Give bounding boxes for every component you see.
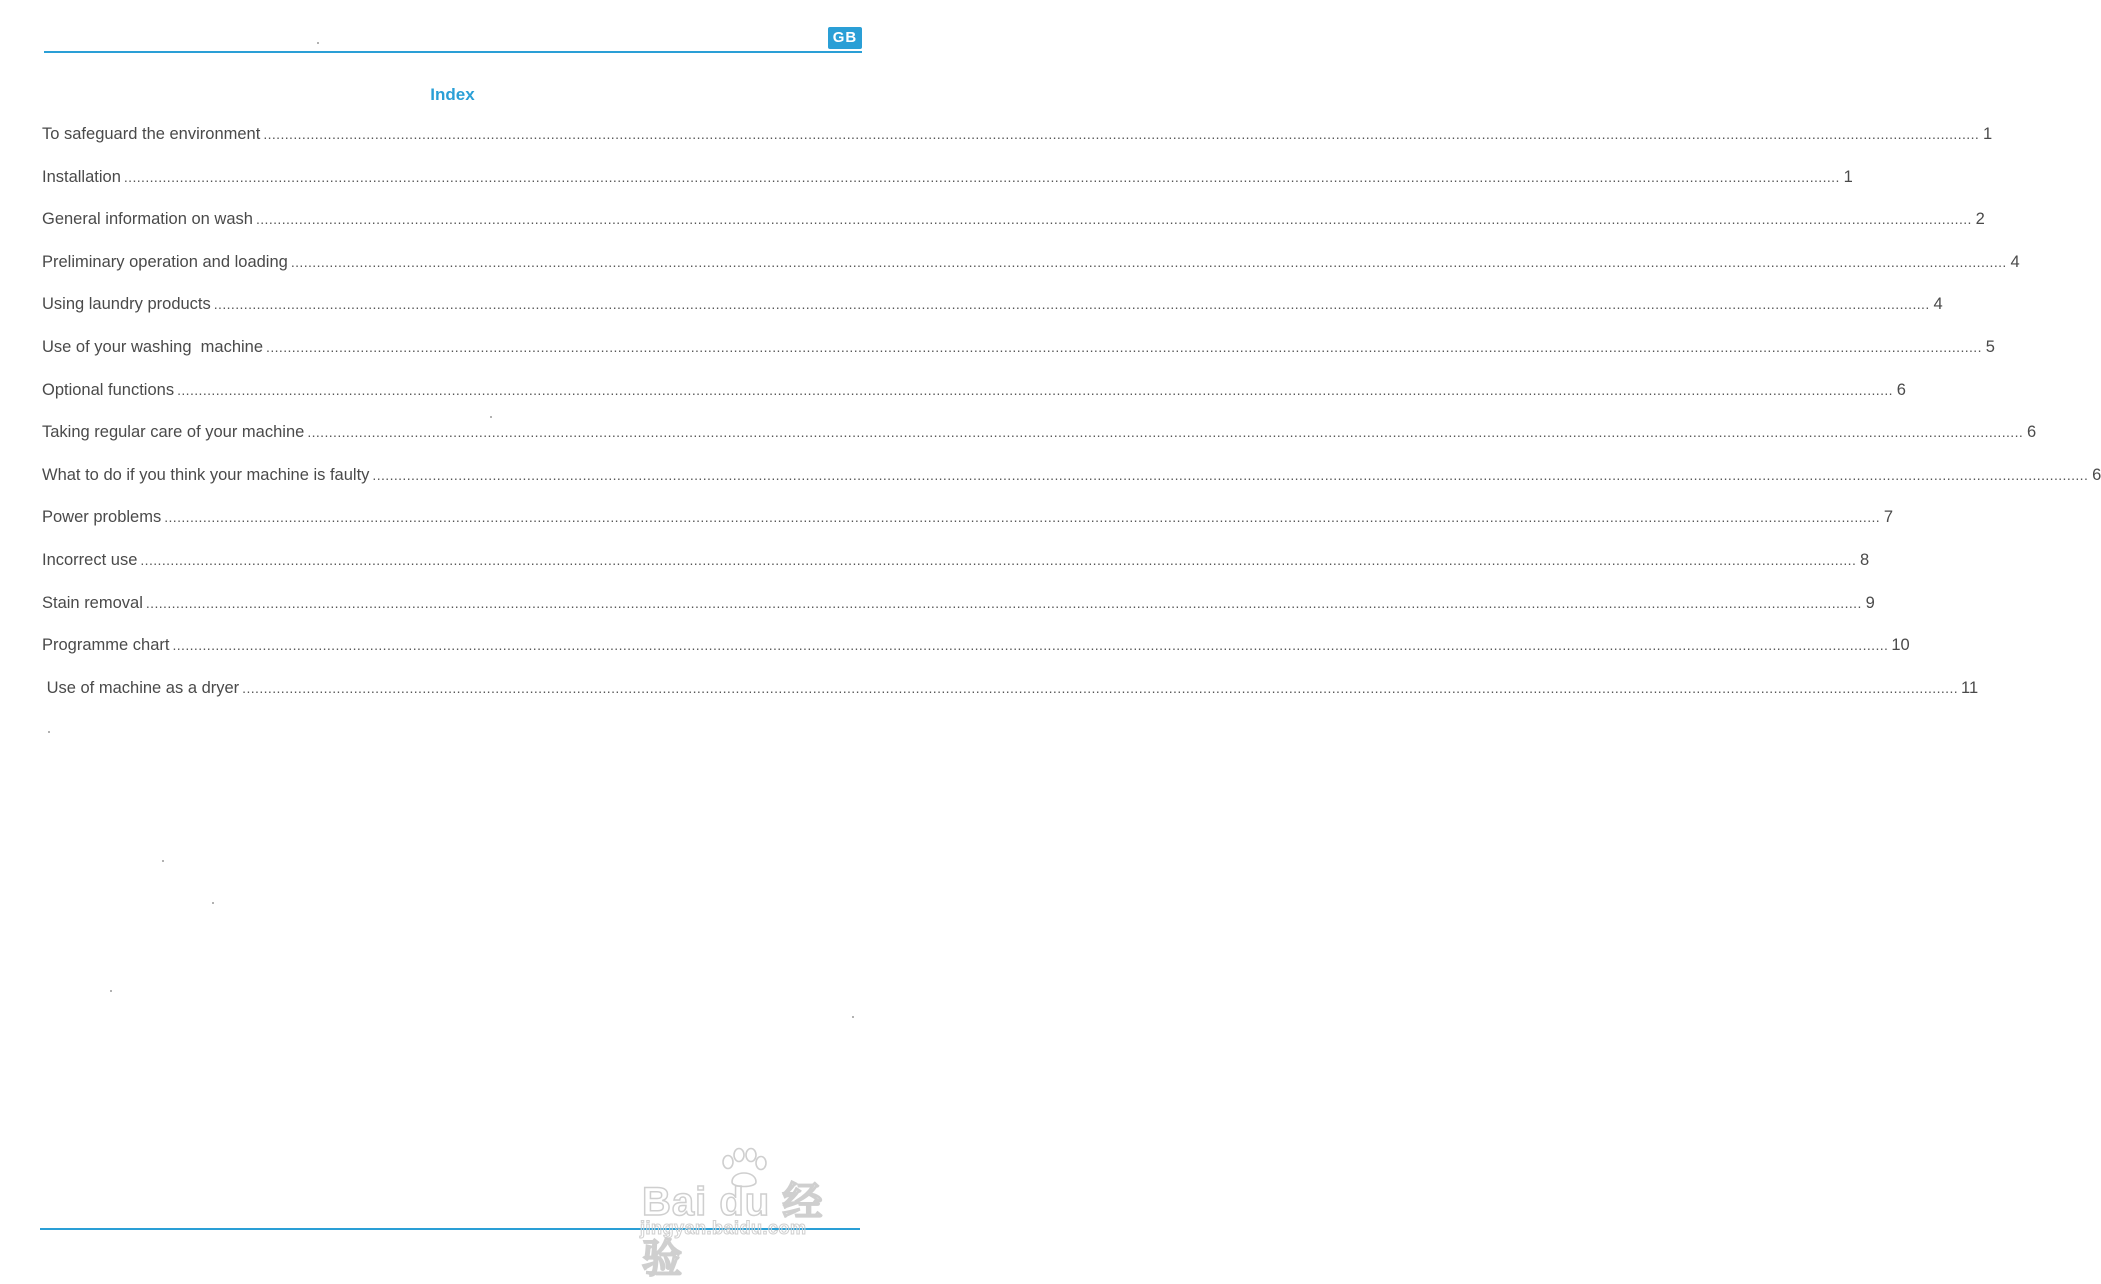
scan-speck — [110, 990, 112, 992]
scan-speck — [212, 902, 214, 904]
toc-entry — [42, 252, 2020, 296]
toc-entry-page: 8 — [1860, 550, 1870, 569]
toc-entry — [42, 593, 1875, 637]
toc-dot-leader: ................................................................................................................................................................................................................................................................................................................................................................................................................ — [145, 594, 1862, 611]
scan-speck — [162, 860, 164, 862]
toc-entry — [42, 508, 1894, 551]
toc-entry-page: 9 — [1865, 593, 1875, 612]
toc-entry-page: 1 — [1843, 167, 1853, 186]
toc-entry-page: 5 — [1985, 337, 1995, 356]
toc-dot-leader: ................................................................................................................................................................................................................................................................................................................................................................................................................ — [307, 424, 2024, 441]
toc-entry-page: 6 — [1896, 380, 1906, 399]
toc-entry-page: 6 — [2026, 423, 2037, 442]
toc-entry — [42, 550, 1870, 594]
toc-dot-leader: ................................................................................................................................................................................................................................................................................................................................................................................................................ — [263, 126, 1980, 142]
toc-dot-leader: ................................................................................................................................................................................................................................................................................................................................................................................................................ — [266, 338, 1982, 355]
toc-entry-label: Incorrect use — [42, 550, 138, 569]
toc-entry-label: General information on wash — [42, 210, 253, 229]
toc-entry-label: Use of machine as a dryer — [42, 678, 240, 697]
toc-dot-leader: ................................................................................................................................................................................................................................................................................................................................................................................................................ — [242, 679, 1959, 696]
index-title: Index — [430, 85, 475, 104]
toc-entry-page: 6 — [2092, 465, 2101, 484]
toc-entry-label: To safeguard the environment — [42, 125, 261, 143]
scan-speck — [852, 1016, 854, 1018]
toc-entry — [42, 465, 2101, 509]
toc-entry-label: What to do if you think your machine is faulty — [42, 465, 370, 484]
toc-entry — [42, 167, 1853, 211]
toc-entry-label: Use of your washing machine — [42, 337, 264, 356]
toc-entry-page: 2 — [1975, 210, 1985, 229]
top-divider — [44, 51, 862, 53]
watermark-url: jingyan.baidu.com — [640, 1218, 807, 1238]
scan-speck — [317, 42, 319, 44]
toc-entry-page: 10 — [1891, 636, 1910, 655]
toc-entry-page: 11 — [1961, 678, 1979, 697]
toc-entry-label: Stain removal — [42, 593, 143, 612]
toc-entry — [42, 337, 1995, 381]
toc-dot-leader: ................................................................................................................................................................................................................................................................................................................................................................................................................ — [213, 296, 1930, 313]
toc-entry-label: Using laundry products — [42, 295, 211, 314]
scan-speck — [48, 731, 50, 733]
toc-entry — [42, 380, 1906, 424]
toc-entry-label: Taking regular care of your machine — [42, 423, 305, 442]
toc-entry — [42, 125, 1993, 168]
toc-entry — [42, 295, 1943, 338]
toc-entry-label: Preliminary operation and loading — [42, 252, 288, 271]
toc-dot-leader: ................................................................................................................................................................................................................................................................................................................................................................................................................ — [372, 466, 2089, 483]
scan-speck — [490, 416, 492, 418]
toc-dot-leader: ................................................................................................................................................................................................................................................................................................................................................................................................................ — [177, 381, 1893, 398]
toc-entry-label: Optional functions — [42, 380, 175, 399]
toc-entry — [42, 210, 1985, 253]
toc-dot-leader: ................................................................................................................................................................................................................................................................................................................................................................................................................ — [290, 253, 2007, 270]
toc-entry-label: Programme chart — [42, 636, 170, 655]
toc-entry — [42, 636, 1910, 679]
toc-entry-page: 7 — [1883, 508, 1894, 527]
toc-dot-leader: ................................................................................................................................................................................................................................................................................................................................................................................................................ — [140, 551, 1857, 568]
table-of-contents — [42, 125, 2101, 721]
toc-entry — [42, 678, 1979, 722]
watermark-brand: Bai du 经验 — [642, 1180, 824, 1281]
baidu-watermark — [640, 1148, 855, 1281]
toc-dot-leader: ................................................................................................................................................................................................................................................................................................................................................................................................................ — [164, 509, 1881, 526]
toc-entry-page: 4 — [2010, 252, 2020, 271]
toc-entry-label: Power problems — [42, 508, 162, 527]
language-badge: GB — [828, 27, 862, 49]
toc-entry-page: 1 — [1982, 125, 1993, 143]
toc-entry-page: 4 — [1933, 295, 1943, 314]
toc-dot-leader: ................................................................................................................................................................................................................................................................................................................................................................................................................ — [123, 168, 1840, 185]
toc-dot-leader: ................................................................................................................................................................................................................................................................................................................................................................................................................ — [255, 211, 1972, 228]
toc-entry — [42, 423, 2037, 466]
toc-dot-leader: ................................................................................................................................................................................................................................................................................................................................................................................................................ — [172, 637, 1889, 654]
toc-entry-label: Installation — [42, 167, 121, 186]
